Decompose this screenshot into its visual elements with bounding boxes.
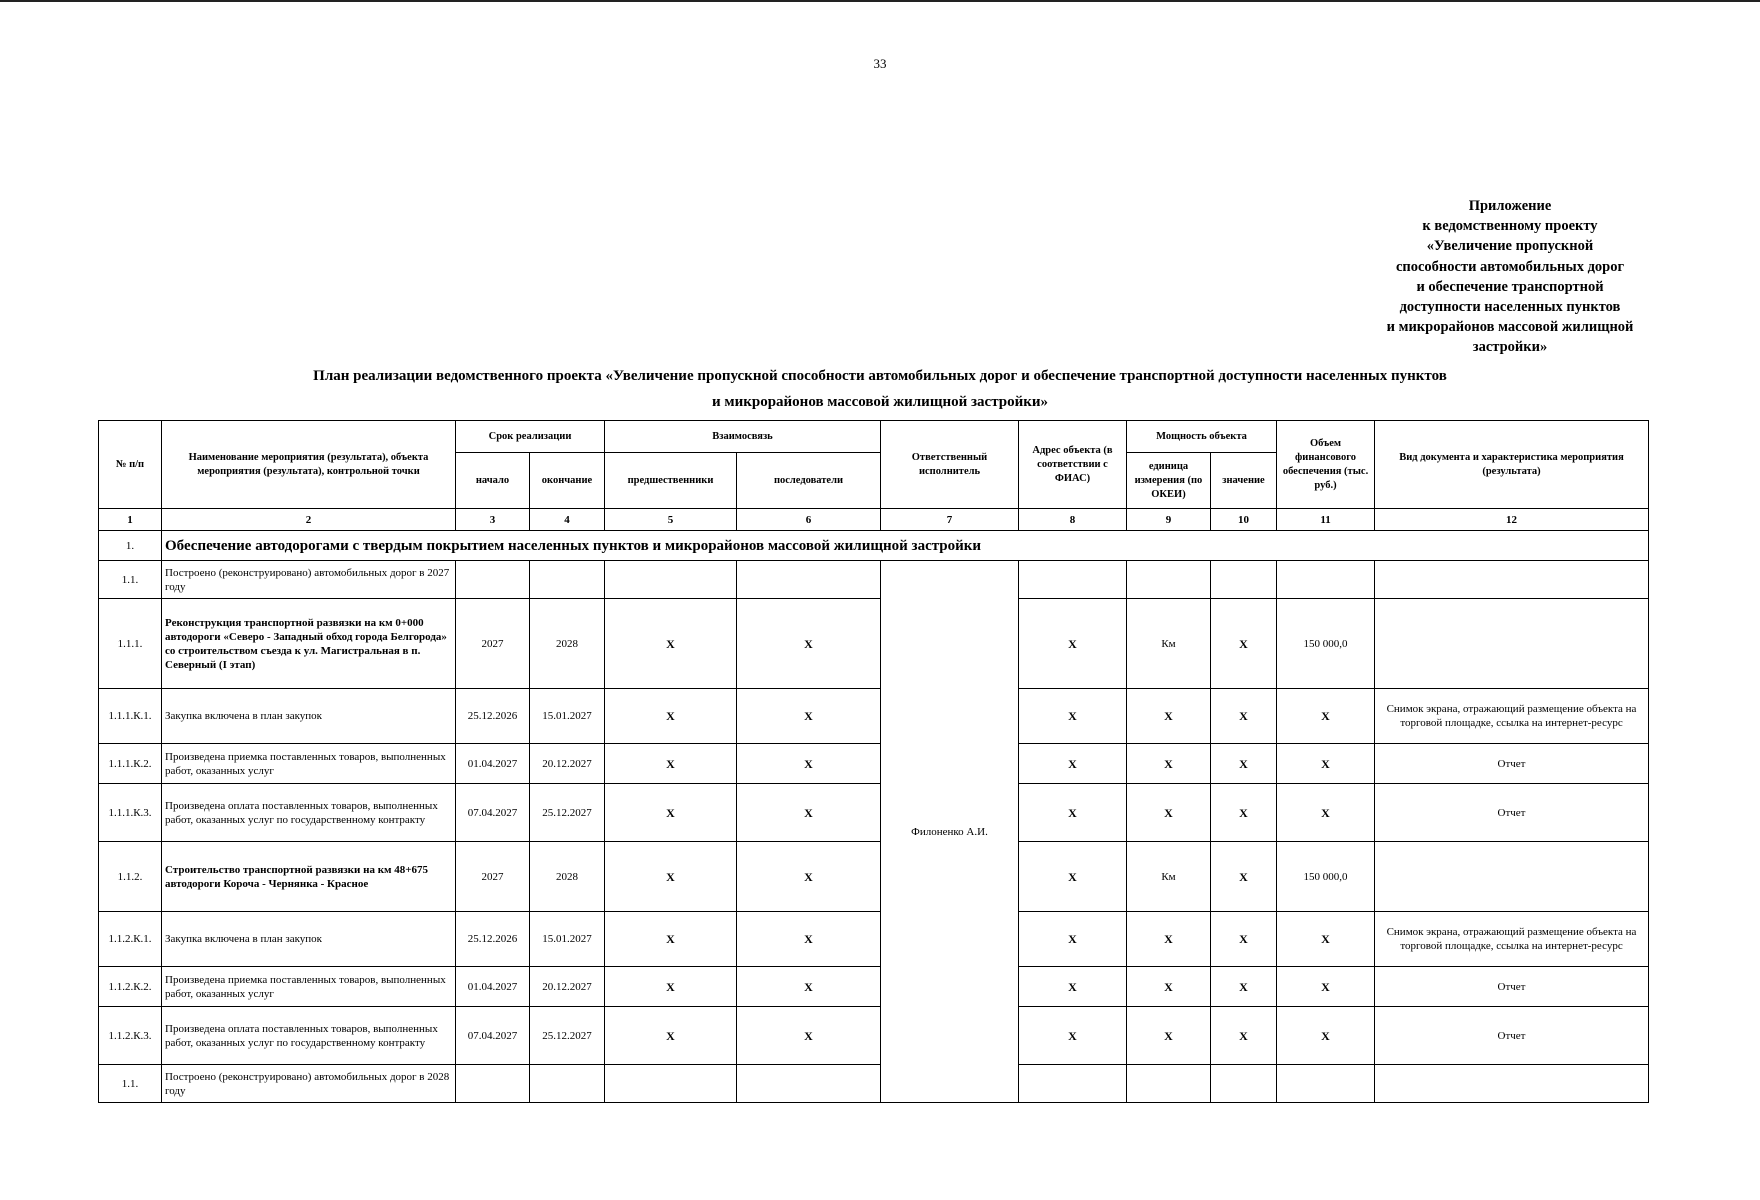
col-number: 9 <box>1127 509 1211 531</box>
row-doc <box>1375 561 1649 599</box>
row-doc: Снимок экрана, отражающий размещение объекта на торговой площадке, ссылка на интернет-ресурс <box>1375 689 1649 744</box>
header-unit: единица измерения (по ОКЕИ) <box>1127 453 1211 509</box>
section-title: Обеспечение автодорогами с твердым покрытием населенных пунктов и микрорайонов массовой жилищной застройки <box>162 531 1649 561</box>
page-number: 33 <box>873 56 887 71</box>
table-row <box>99 561 1649 599</box>
table-row <box>99 689 1649 744</box>
plan-title-line-1: План реализации ведомственного проекта «Увеличение пропускной способности автомобильных дорог и обеспечение транспортной доступности населенных пунктов <box>313 368 1447 384</box>
row-start <box>456 561 530 599</box>
row-value: X <box>1211 784 1277 842</box>
row-name: Построено (реконструировано) автомобильных дорог в 2027 году <box>162 561 456 599</box>
row-unit: X <box>1127 784 1211 842</box>
appendix-line: к ведомственному проекту <box>1422 218 1598 235</box>
row-prev: X <box>605 689 737 744</box>
row-name: Реконструкция транспортной развязки на км 0+000 автодороги «Северо - Западный обход города Белгорода» со строительством съезда к ул. Магистральная в п. Северный (I этап) <box>162 599 456 689</box>
row-prev: X <box>605 599 737 689</box>
row-finance: X <box>1277 784 1375 842</box>
row-num: 1.1. <box>99 561 162 599</box>
row-end: 2028 <box>530 842 605 912</box>
row-prev: X <box>605 744 737 784</box>
row-doc: Отчет <box>1375 744 1649 784</box>
col-number: 5 <box>605 509 737 531</box>
row-prev: X <box>605 1007 737 1065</box>
header-num: № п/п <box>99 421 162 509</box>
row-num: 1.1.1.К.2. <box>99 744 162 784</box>
row-next: X <box>737 967 881 1007</box>
row-unit <box>1127 561 1211 599</box>
row-num: 1.1.2. <box>99 842 162 912</box>
row-name: Произведена приемка поставленных товаров, выполненных работ, оказанных услуг <box>162 967 456 1007</box>
plan-title-line-2: и микрорайонов массовой жилищной застройки» <box>711 394 1049 410</box>
row-next: X <box>737 842 881 912</box>
row-num: 1.1.2.К.2. <box>99 967 162 1007</box>
header-name: Наименование мероприятия (результата), объекта мероприятия (результата), контрольной точки <box>162 421 456 509</box>
row-start: 2027 <box>456 842 530 912</box>
row-value: X <box>1211 1007 1277 1065</box>
row-address: X <box>1019 1007 1127 1065</box>
row-address: X <box>1019 784 1127 842</box>
col-number: 4 <box>530 509 605 531</box>
row-address: X <box>1019 967 1127 1007</box>
scan-top-edge <box>0 0 1760 2</box>
row-next: X <box>737 1007 881 1065</box>
header-responsible: Ответственный исполнитель <box>881 421 1019 509</box>
row-value: X <box>1211 842 1277 912</box>
row-finance: X <box>1277 967 1375 1007</box>
table-row <box>99 842 1649 912</box>
row-prev: X <box>605 784 737 842</box>
row-finance: X <box>1277 744 1375 784</box>
row-address: X <box>1019 744 1127 784</box>
table-row <box>99 912 1649 967</box>
row-num: 1.1.2.К.1. <box>99 912 162 967</box>
plan-title <box>100 363 1660 415</box>
row-name: Произведена оплата поставленных товаров, выполненных работ, оказанных услуг по государственному контракту <box>162 784 456 842</box>
row-unit: X <box>1127 1007 1211 1065</box>
col-number: 11 <box>1277 509 1375 531</box>
row-unit: Км <box>1127 599 1211 689</box>
row-next <box>737 1065 881 1103</box>
header-finance: Объем финансового обеспечения (тыс. руб.) <box>1277 421 1375 509</box>
col-number: 6 <box>737 509 881 531</box>
row-end: 20.12.2027 <box>530 967 605 1007</box>
appendix-line: доступности населенных пунктов <box>1399 299 1621 316</box>
header-link-prev: предшественники <box>605 453 737 509</box>
row-start: 07.04.2027 <box>456 1007 530 1065</box>
header-term-end: окончание <box>530 453 605 509</box>
row-num: 1.1.1.К.1. <box>99 689 162 744</box>
header-doc: Вид документа и характеристика мероприятия (результата) <box>1375 421 1649 509</box>
row-unit: X <box>1127 912 1211 967</box>
row-name: Произведена оплата поставленных товаров, выполненных работ, оказанных услуг по государственному контракту <box>162 1007 456 1065</box>
row-start: 2027 <box>456 599 530 689</box>
table-row <box>99 1065 1649 1103</box>
row-doc: Отчет <box>1375 967 1649 1007</box>
row-next <box>737 561 881 599</box>
row-doc <box>1375 842 1649 912</box>
row-next: X <box>737 599 881 689</box>
row-end: 25.12.2027 <box>530 1007 605 1065</box>
row-address: X <box>1019 689 1127 744</box>
section-num: 1. <box>99 531 162 561</box>
row-start: 01.04.2027 <box>456 967 530 1007</box>
row-address <box>1019 1065 1127 1103</box>
plan-table <box>98 420 1649 1103</box>
row-unit: Км <box>1127 842 1211 912</box>
row-value <box>1211 1065 1277 1103</box>
row-name: Закупка включена в план закупок <box>162 912 456 967</box>
header-address: Адрес объекта (в соответствии с ФИАС) <box>1019 421 1127 509</box>
row-num: 1.1.1.К.3. <box>99 784 162 842</box>
row-finance: 150 000,0 <box>1277 599 1375 689</box>
row-prev: X <box>605 842 737 912</box>
row-address: X <box>1019 842 1127 912</box>
table-row <box>99 1007 1649 1065</box>
row-end: 25.12.2027 <box>530 784 605 842</box>
col-number: 8 <box>1019 509 1127 531</box>
row-doc <box>1375 599 1649 689</box>
appendix-line: застройки» <box>1472 339 1548 356</box>
row-next: X <box>737 744 881 784</box>
row-name: Закупка включена в план закупок <box>162 689 456 744</box>
appendix-line: способности автомобильных дорог <box>1395 258 1625 275</box>
col-number: 12 <box>1375 509 1649 531</box>
row-doc: Отчет <box>1375 1007 1649 1065</box>
row-finance: X <box>1277 689 1375 744</box>
row-name: Произведена приемка поставленных товаров, выполненных работ, оказанных услуг <box>162 744 456 784</box>
row-value: X <box>1211 912 1277 967</box>
row-address: X <box>1019 599 1127 689</box>
row-finance <box>1277 1065 1375 1103</box>
col-number: 1 <box>99 509 162 531</box>
row-next: X <box>737 784 881 842</box>
row-address <box>1019 561 1127 599</box>
header-term: Срок реализации <box>456 421 605 453</box>
row-num: 1.1.1. <box>99 599 162 689</box>
row-finance: 150 000,0 <box>1277 842 1375 912</box>
row-end: 2028 <box>530 599 605 689</box>
header-link: Взаимосвязь <box>605 421 881 453</box>
row-unit: X <box>1127 689 1211 744</box>
col-number: 7 <box>881 509 1019 531</box>
row-end <box>530 561 605 599</box>
row-value <box>1211 561 1277 599</box>
appendix-line: «Увеличение пропускной <box>1426 238 1594 255</box>
row-name: Строительство транспортной развязки на км 48+675 автодороги Короча - Чернянка - Красное <box>162 842 456 912</box>
col-number: 2 <box>162 509 456 531</box>
appendix-line: Приложение <box>1468 198 1552 214</box>
row-value: X <box>1211 967 1277 1007</box>
row-start: 25.12.2026 <box>456 689 530 744</box>
row-next: X <box>737 912 881 967</box>
appendix-line: и обеспечение транспортной <box>1416 278 1604 295</box>
col-number: 10 <box>1211 509 1277 531</box>
row-address: X <box>1019 912 1127 967</box>
row-next: X <box>737 689 881 744</box>
row-start: 25.12.2026 <box>456 912 530 967</box>
row-doc: Снимок экрана, отражающий размещение объекта на торговой площадке, ссылка на интернет-ресурс <box>1375 912 1649 967</box>
header-link-next: последователи <box>737 453 881 509</box>
appendix-note <box>1360 196 1660 358</box>
header-value: значение <box>1211 453 1277 509</box>
row-unit: X <box>1127 967 1211 1007</box>
row-prev: X <box>605 967 737 1007</box>
row-prev: X <box>605 912 737 967</box>
table-row <box>99 599 1649 689</box>
row-prev <box>605 561 737 599</box>
row-finance: X <box>1277 1007 1375 1065</box>
row-doc <box>1375 1065 1649 1103</box>
row-end: 15.01.2027 <box>530 912 605 967</box>
row-unit <box>1127 1065 1211 1103</box>
row-start: 01.04.2027 <box>456 744 530 784</box>
row-finance <box>1277 561 1375 599</box>
row-finance: X <box>1277 912 1375 967</box>
row-doc: Отчет <box>1375 784 1649 842</box>
header-term-start: начало <box>456 453 530 509</box>
row-start: 07.04.2027 <box>456 784 530 842</box>
row-value: X <box>1211 744 1277 784</box>
row-num: 1.1. <box>99 1065 162 1103</box>
table-row <box>99 744 1649 784</box>
header-capacity: Мощность объекта <box>1127 421 1277 453</box>
row-end: 15.01.2027 <box>530 689 605 744</box>
row-name: Построено (реконструировано) автомобильных дорог в 2028 году <box>162 1065 456 1103</box>
responsible-cell: Филоненко А.И. <box>881 561 1019 1103</box>
col-number: 3 <box>456 509 530 531</box>
row-value: X <box>1211 599 1277 689</box>
row-value: X <box>1211 689 1277 744</box>
appendix-line: и микрорайонов массовой жилищной <box>1386 319 1634 336</box>
row-start <box>456 1065 530 1103</box>
table-row <box>99 784 1649 842</box>
table-row <box>99 967 1649 1007</box>
row-num: 1.1.2.К.3. <box>99 1007 162 1065</box>
row-unit: X <box>1127 744 1211 784</box>
row-end <box>530 1065 605 1103</box>
row-end: 20.12.2027 <box>530 744 605 784</box>
row-prev <box>605 1065 737 1103</box>
